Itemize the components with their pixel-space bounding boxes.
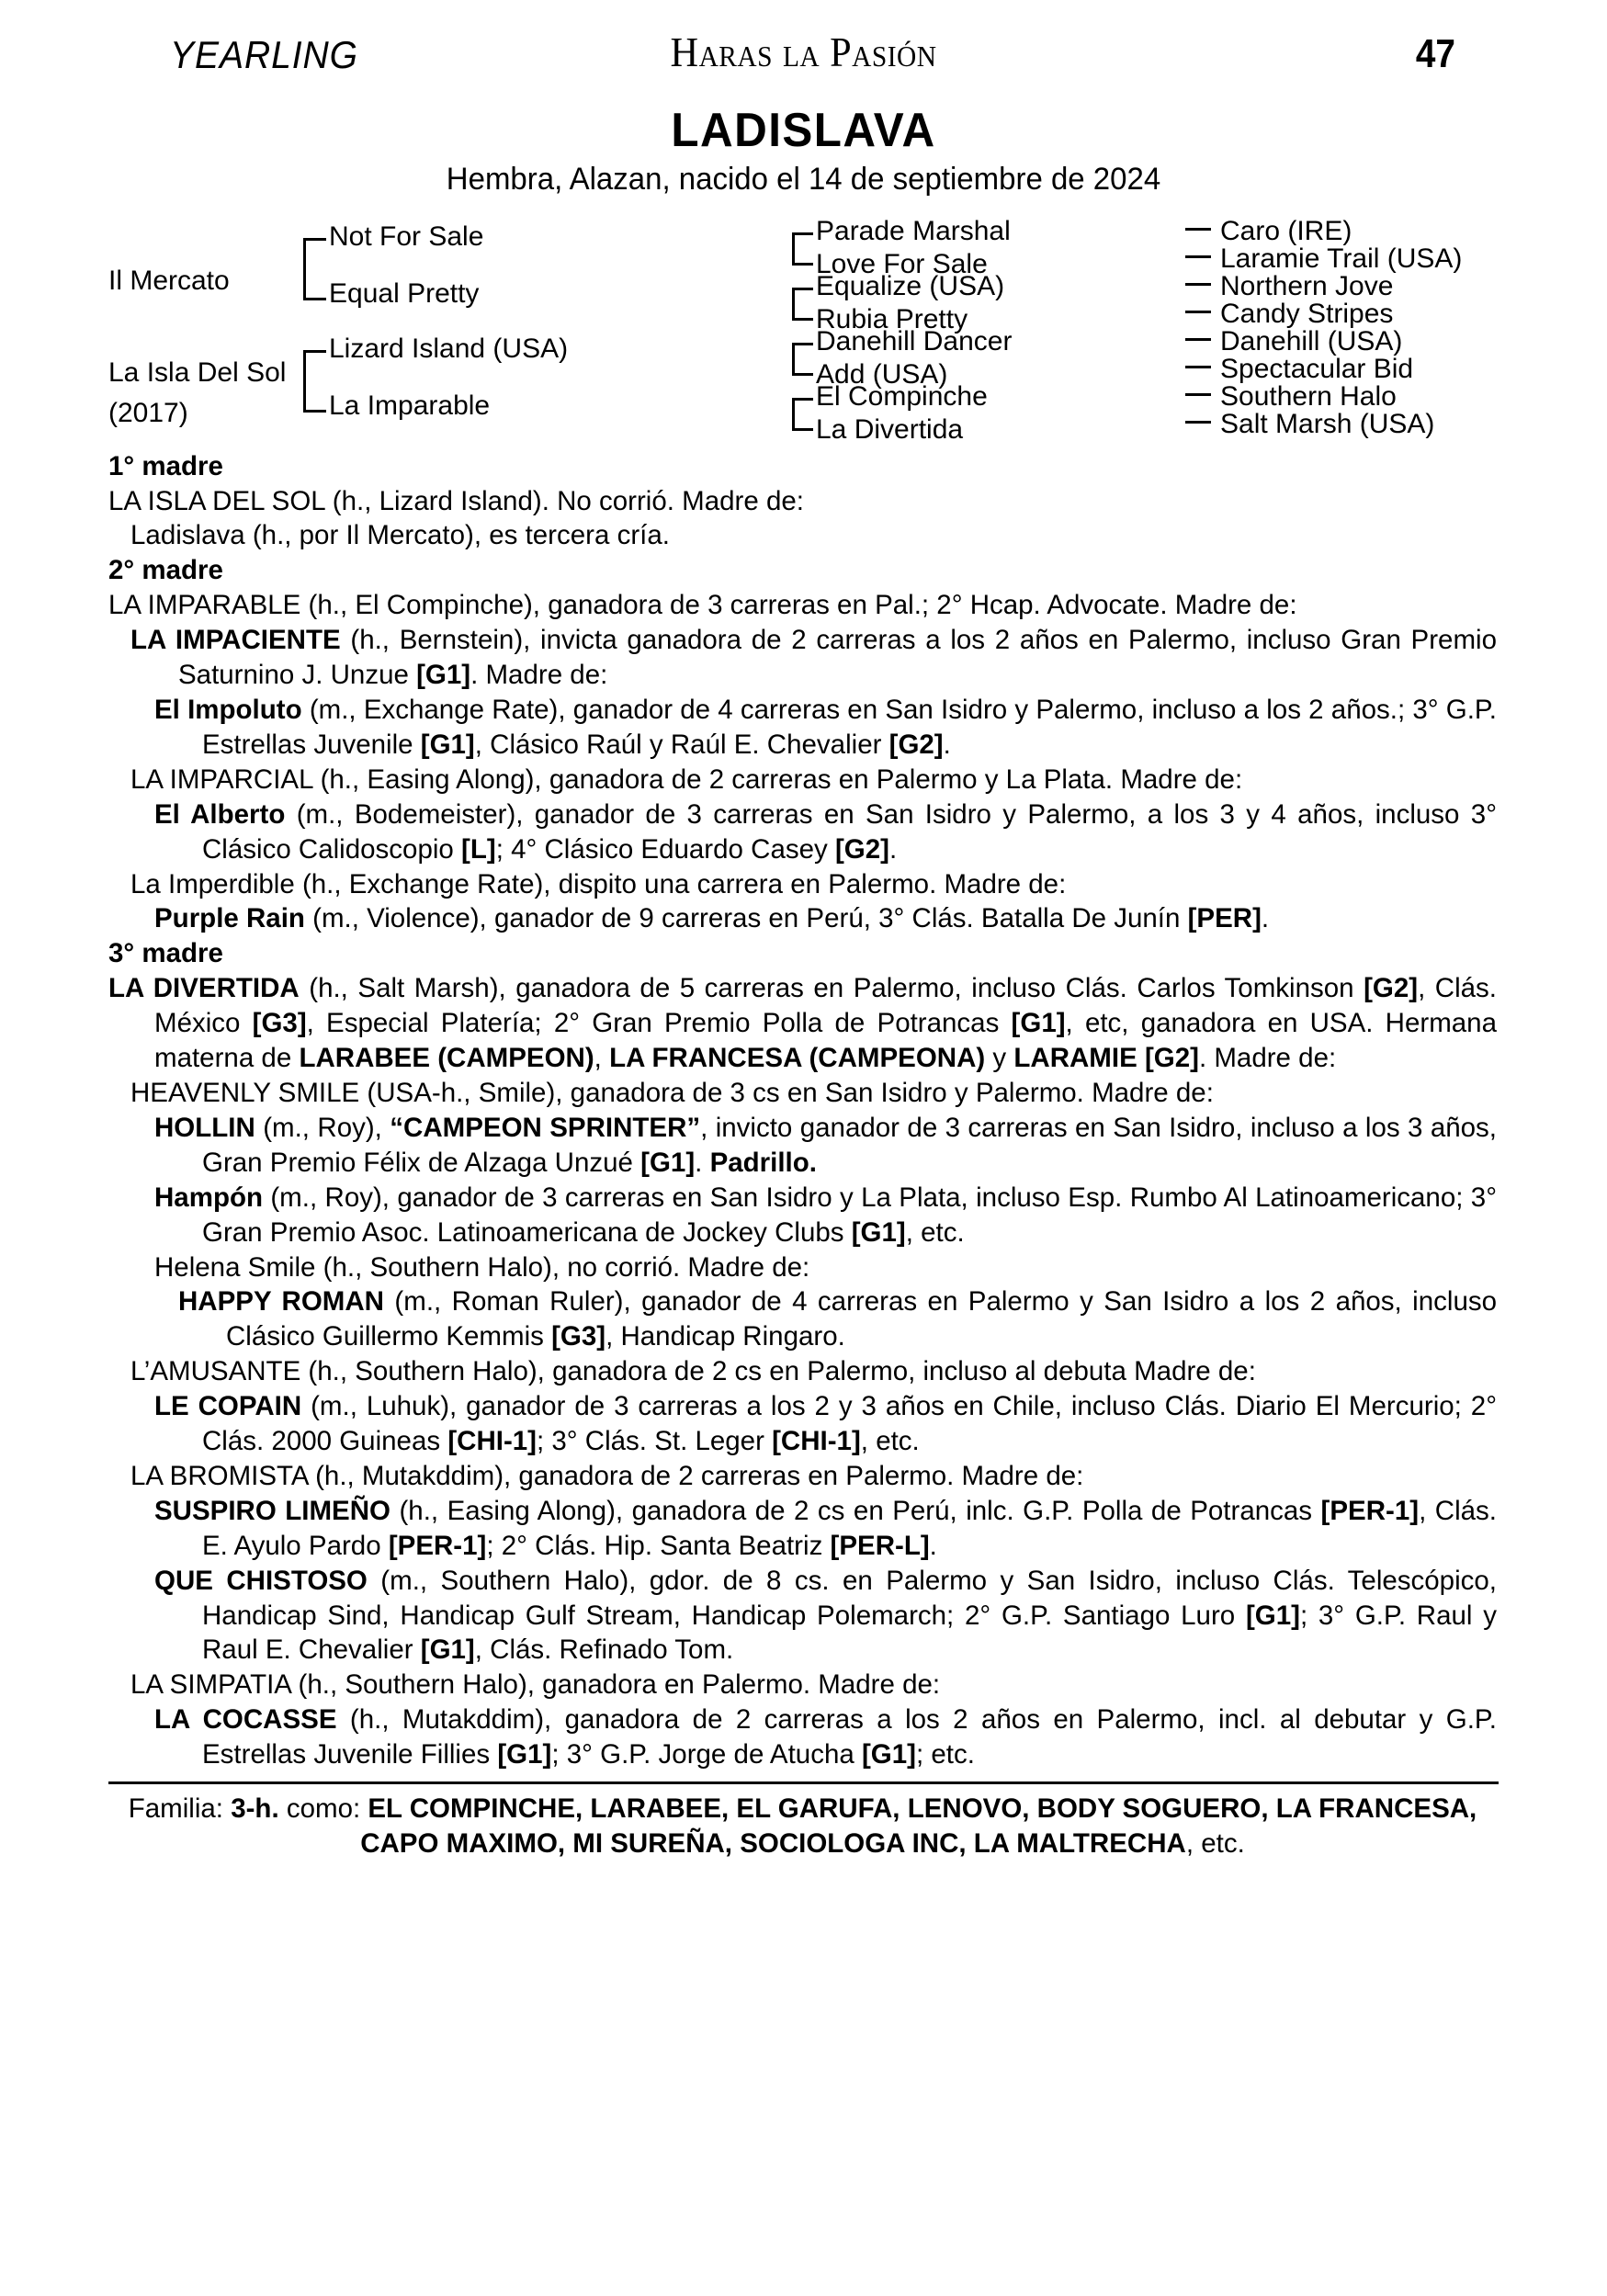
- progeny-name: SUSPIRO LIMEÑO: [154, 1495, 390, 1526]
- grade-badge: [G1]: [1245, 1600, 1300, 1631]
- first-dam-progeny: Ladislava (h., por Il Mercato), es tercera cría.: [130, 520, 670, 551]
- progeny-detail: (m., Bodemeister), ganador de 3 carreras en San Isidro y Palermo, a los 3 y 4 años, incluso 3° Clásico Calidoscopio: [202, 798, 1497, 865]
- pedigree-g4-row: [1185, 245, 1462, 273]
- farm-name: Haras la Pasión: [670, 28, 937, 75]
- stallion-note: Padrillo.: [709, 1147, 817, 1178]
- third-dam-detail: ,: [594, 1043, 610, 1074]
- grade-badge: [G2]: [1364, 973, 1419, 1004]
- third-dam-detail: y: [985, 1043, 1014, 1074]
- progeny-name: Hampón: [154, 1182, 263, 1213]
- progeny-detail: .: [695, 1147, 710, 1178]
- progeny-detail: (m., Exchange Rate), ganador de 4 carreras en San Isidro y Palermo, incluso a los 2 años.; 3° G.P. Estrellas Juvenile: [202, 695, 1497, 760]
- progeny-name: LA IMPACIENTE: [130, 625, 341, 656]
- progeny-detail-tail: .: [929, 1530, 937, 1561]
- bracket-line: [792, 343, 813, 376]
- third-dam-detail: (h., Salt Marsh), ganadora de 5 carreras en Palermo, incluso Clás. Carlos Tomkinson: [299, 973, 1364, 1004]
- progeny-name: El Impoluto: [154, 695, 302, 725]
- progeny-detail: (m., Roy), ganador de 3 carreras en San Isidro y La Plata, incluso Esp. Rumbo Al Latinoamericano; 3° Gran Premio Asoc. Latinoamericana de Jockey Clubs: [202, 1182, 1497, 1248]
- grade-badge: [G1]: [420, 1634, 475, 1666]
- progeny-detail: , Clás. E. Ayulo Pardo: [202, 1495, 1497, 1561]
- progeny-detail: , Clásico Raúl y Raúl E. Chevalier: [474, 729, 889, 760]
- pedigree-dam: La Isla Del Sol: [108, 356, 287, 388]
- grade-badge: [G3]: [551, 1321, 606, 1352]
- pedigree-g4-c: Northern Jove: [1220, 270, 1394, 301]
- bracket-line: [792, 398, 813, 431]
- progeny-detail: (m., Violence), ganador de 9 carreras en Perú, 3° Clás. Batalla De Junín: [304, 903, 1188, 934]
- progeny-entry: [108, 1494, 1497, 1564]
- progeny-detail-tail: .: [943, 729, 951, 760]
- dash-icon: [1185, 228, 1211, 231]
- bracket-line: [303, 350, 326, 413]
- catalog-page: [0, 17, 1607, 2296]
- grade-badge: [G1]: [861, 1739, 916, 1770]
- pedigree-g3-dd-s: El Compinche: [816, 380, 988, 412]
- bracket-line: [303, 238, 326, 300]
- third-dam-line: [108, 971, 1497, 1076]
- pedigree-g4-g: Southern Halo: [1220, 380, 1397, 412]
- family-code: 3-h.: [231, 1793, 279, 1825]
- grade-badge: [G1]: [497, 1739, 552, 1770]
- pedigree-dam-year: (2017): [108, 397, 188, 428]
- family-label: Familia:: [128, 1793, 232, 1825]
- second-dam-line: LA IMPARABLE (h., El Compinche), ganadora de 3 carreras en Pal.; 2° Hcap. Advocate. Madre de:: [108, 590, 1297, 621]
- progeny-name: Purple Rain: [154, 903, 305, 934]
- relative-name: LARAMIE [G2]: [1013, 1043, 1199, 1074]
- pedigree-g4-row: [1185, 270, 1462, 301]
- progeny-detail: ; 4° Clásico Eduardo Casey: [495, 833, 835, 865]
- relative-name: LARABEE (CAMPEON): [299, 1043, 594, 1074]
- progeny-detail-tail: .: [1261, 903, 1270, 934]
- progeny-detail: (m., Luhuk), ganador de 3 carreras a los 2 y 3 años en Chile, incluso Clás. Diario El Mercurio; 2° Clás. 2000 Guineas: [202, 1391, 1497, 1457]
- grade-badge: [G1]: [1011, 1008, 1066, 1039]
- progeny-detail: ; 3° G.P. Jorge de Atucha: [551, 1739, 862, 1770]
- progeny-detail-tail: , etc.: [860, 1426, 920, 1457]
- dash-icon: [1185, 311, 1211, 313]
- family-footer: [108, 1792, 1497, 1862]
- third-dam-detail: , Clás. México: [154, 973, 1497, 1039]
- dash-icon: [1185, 338, 1211, 341]
- section-heading-third-dam: 3° madre: [108, 938, 223, 969]
- pedigree-g4-row: [1185, 300, 1462, 328]
- lot-number: 47: [1415, 31, 1455, 76]
- progeny-detail: (h., Mutakddim), ganadora de 2 carreras a los 2 años en Palermo, incl. al debutar y G.P. Estrellas Juvenile Fillies: [202, 1704, 1497, 1770]
- third-dam-detail-tail: . Madre de:: [1198, 1043, 1337, 1074]
- progeny-detail: ; 3° G.P. Raul y Raul E. Chevalier: [202, 1600, 1497, 1666]
- horse-name: LADISLAVA: [671, 104, 936, 157]
- progeny-name: QUE CHISTOSO: [154, 1565, 368, 1596]
- pedigree-sire-dam: Equal Pretty: [329, 277, 480, 309]
- progeny-entry: [108, 1389, 1497, 1459]
- progeny-entry: LA BROMISTA (h., Mutakddim), ganadora de 2 carreras en Palermo. Madre de:: [130, 1460, 1084, 1491]
- progeny-detail: (m., Southern Halo), gdor. de 8 cs. en Palermo y San Isidro, incluso Clás. Telescópico, Handicap Sind, Handicap Gulf Stream, Handicap Polemarch; 2° G.P. Santiago Luro: [202, 1565, 1497, 1631]
- pedigree-g4-e: Danehill (USA): [1220, 325, 1403, 356]
- bracket-line: [792, 232, 813, 266]
- pedigree-g3-sd-d: Rubia Pretty: [816, 303, 968, 334]
- pedigree-g3-ds-d: Add (USA): [816, 358, 948, 390]
- grade-badge: [G1]: [416, 660, 471, 691]
- grade-badge: [G1]: [640, 1147, 696, 1178]
- pedigree-gen4: [1185, 215, 1463, 439]
- pedigree-sire: Il Mercato: [108, 265, 230, 296]
- title-block: [0, 105, 1607, 199]
- family-names: EL COMPINCHE, LARABEE, EL GARUFA, LENOVO, BODY SOGUERO, LA FRANCESA, CAPO MAXIMO, MI SUREÑA, SOCIOLOGA INC, LA MALTRECHA: [360, 1793, 1477, 1860]
- footer-divider: [108, 1781, 1499, 1784]
- pedigree-sire-sire: Not For Sale: [329, 221, 484, 252]
- progeny-entry: LA SIMPATIA (h., Southern Halo), ganadora en Palermo. Madre de:: [130, 1669, 941, 1701]
- progeny-name: LE COPAIN: [154, 1391, 302, 1422]
- progeny-detail: ; 3° Clás. St. Leger: [537, 1426, 773, 1457]
- grade-badge: [G3]: [252, 1008, 307, 1039]
- progeny-entry: [108, 797, 1497, 867]
- pedigree-g3-dd-d: La Divertida: [816, 413, 964, 445]
- section-heading-first-dam: 1° madre: [108, 450, 223, 481]
- progeny-detail-tail: , Clás. Refinado Tom.: [474, 1634, 734, 1666]
- third-dam-name: LA DIVERTIDA: [108, 973, 300, 1004]
- progeny-entry: [108, 1284, 1497, 1354]
- progeny-entry: L’AMUSANTE (h., Southern Halo), ganadora de 2 cs en Palermo, incluso al debuta Madre de:: [130, 1356, 1256, 1387]
- pedigree-g4-row: [1185, 380, 1462, 412]
- pedigree-g4-a: Caro (IRE): [1220, 215, 1352, 246]
- pedigree-g4-row: [1185, 408, 1462, 439]
- pedigree-g3-ss-d: Love For Sale: [816, 248, 988, 279]
- bracket-line: [792, 288, 813, 321]
- progeny-entry: [108, 1111, 1497, 1181]
- grade-badge: [CHI-1]: [447, 1426, 537, 1457]
- pedigree-g4-b: Laramie Trail (USA): [1220, 243, 1463, 274]
- progeny-detail: (h., Bernstein), invicta ganadora de 2 carreras a los 2 años en Palermo, incluso Gran Premio Saturnino J. Unzue: [178, 625, 1497, 691]
- grade-badge: [G1]: [420, 729, 475, 760]
- progeny-entry: [108, 693, 1497, 763]
- pedigree-g4-row: [1185, 215, 1462, 246]
- progeny-entry: La Imperdible (h., Exchange Rate), dispito una carrera en Palermo. Madre de:: [130, 868, 1067, 899]
- pedigree-narrative: [108, 449, 1497, 1772]
- dash-icon: [1185, 366, 1211, 368]
- family-etc: , etc.: [1185, 1828, 1245, 1860]
- pedigree-g3-ss-s: Parade Marshal: [816, 215, 1011, 246]
- progeny-name: LA COCASSE: [154, 1704, 337, 1736]
- dash-icon: [1185, 421, 1211, 424]
- progeny-name: HOLLIN: [154, 1112, 255, 1143]
- pedigree-g4-f: Spectacular Bid: [1220, 353, 1414, 384]
- page-header: [0, 17, 1607, 96]
- pedigree-g3-ds-s: Danehill Dancer: [816, 325, 1013, 356]
- dash-icon: [1185, 255, 1211, 258]
- third-dam-detail: , etc, ganadora en USA. Hermana materna de: [154, 1008, 1497, 1074]
- pedigree-g4-row: [1185, 353, 1462, 384]
- pedigree-chart: [0, 215, 1607, 446]
- progeny-detail: , invicto ganador de 3 carreras en San Isidro, incluso a los 3 años, Gran Premio Félix de Alzaga Unzué: [202, 1112, 1497, 1178]
- pedigree-g4-row: [1185, 325, 1462, 356]
- catalog-category: YEARLING: [170, 33, 358, 76]
- grade-badge: [PER-L]: [830, 1530, 930, 1561]
- grade-badge: [L]: [461, 833, 496, 865]
- progeny-entry: [108, 1181, 1497, 1250]
- progeny-detail-tail: , Handicap Ringaro.: [605, 1321, 845, 1352]
- pedigree-dam-sire: Lizard Island (USA): [329, 333, 569, 364]
- grade-badge: [PER-1]: [388, 1530, 487, 1561]
- progeny-detail-tail: , etc.: [905, 1216, 965, 1248]
- pedigree-g4-h: Salt Marsh (USA): [1220, 408, 1435, 439]
- relative-name: LA FRANCESA (CAMPEONA): [609, 1043, 986, 1074]
- champion-title: “CAMPEON SPRINTER”: [390, 1112, 701, 1143]
- family-como: como:: [278, 1793, 368, 1825]
- progeny-entry: HEAVENLY SMILE (USA-h., Smile), ganadora de 3 cs en San Isidro y Palermo. Madre de:: [130, 1077, 1214, 1108]
- progeny-entry: [108, 901, 1497, 936]
- dash-icon: [1185, 393, 1211, 396]
- progeny-name: HAPPY ROMAN: [178, 1286, 384, 1318]
- progeny-entry: Helena Smile (h., Southern Halo), no corrió. Madre de:: [154, 1251, 810, 1283]
- progeny-name: El Alberto: [154, 798, 286, 830]
- progeny-entry: [108, 1702, 1497, 1772]
- progeny-detail-tail: ; etc.: [915, 1739, 975, 1770]
- progeny-detail-tail: .: [888, 833, 898, 865]
- progeny-entry: LA IMPARCIAL (h., Easing Along), ganadora de 2 carreras en Palermo y La Plata. Madre de:: [130, 763, 1243, 795]
- third-dam-detail: , Especial Platería; 2° Gran Premio Polla de Potrancas: [306, 1008, 1012, 1039]
- progeny-detail-tail: . Madre de:: [470, 660, 608, 691]
- section-heading-second-dam: 2° madre: [108, 555, 223, 586]
- progeny-entry: [108, 623, 1497, 693]
- horse-description: Hembra, Alazan, nacido el 14 de septiembre de 2024: [446, 162, 1161, 198]
- progeny-detail: ; 2° Clás. Hip. Santa Beatriz: [486, 1530, 831, 1561]
- grade-badge: [G2]: [834, 833, 889, 865]
- grade-badge: [G1]: [851, 1216, 906, 1248]
- pedigree-dam-dam: La Imparable: [329, 390, 491, 421]
- progeny-detail: (m., Roy),: [255, 1112, 390, 1143]
- progeny-detail: (m., Roman Ruler), ganador de 4 carreras en Palermo y San Isidro a los 2 años, incluso Clásico Guillermo Kemmis: [226, 1286, 1498, 1352]
- first-dam-line: LA ISLA DEL SOL (h., Lizard Island). No corrió. Madre de:: [108, 485, 804, 516]
- progeny-detail: (h., Easing Along), ganadora de 2 cs en Perú, inlc. G.P. Polla de Potrancas: [390, 1495, 1321, 1526]
- pedigree-g4-d: Candy Stripes: [1220, 298, 1394, 329]
- grade-badge: [PER-1]: [1320, 1495, 1420, 1526]
- pedigree-g3-sd-s: Equalize (USA): [816, 270, 1005, 301]
- grade-badge: [CHI-1]: [772, 1426, 861, 1457]
- grade-badge: [PER]: [1187, 903, 1262, 934]
- grade-badge: [G2]: [888, 729, 944, 760]
- dash-icon: [1185, 283, 1211, 286]
- progeny-entry: [108, 1564, 1497, 1668]
